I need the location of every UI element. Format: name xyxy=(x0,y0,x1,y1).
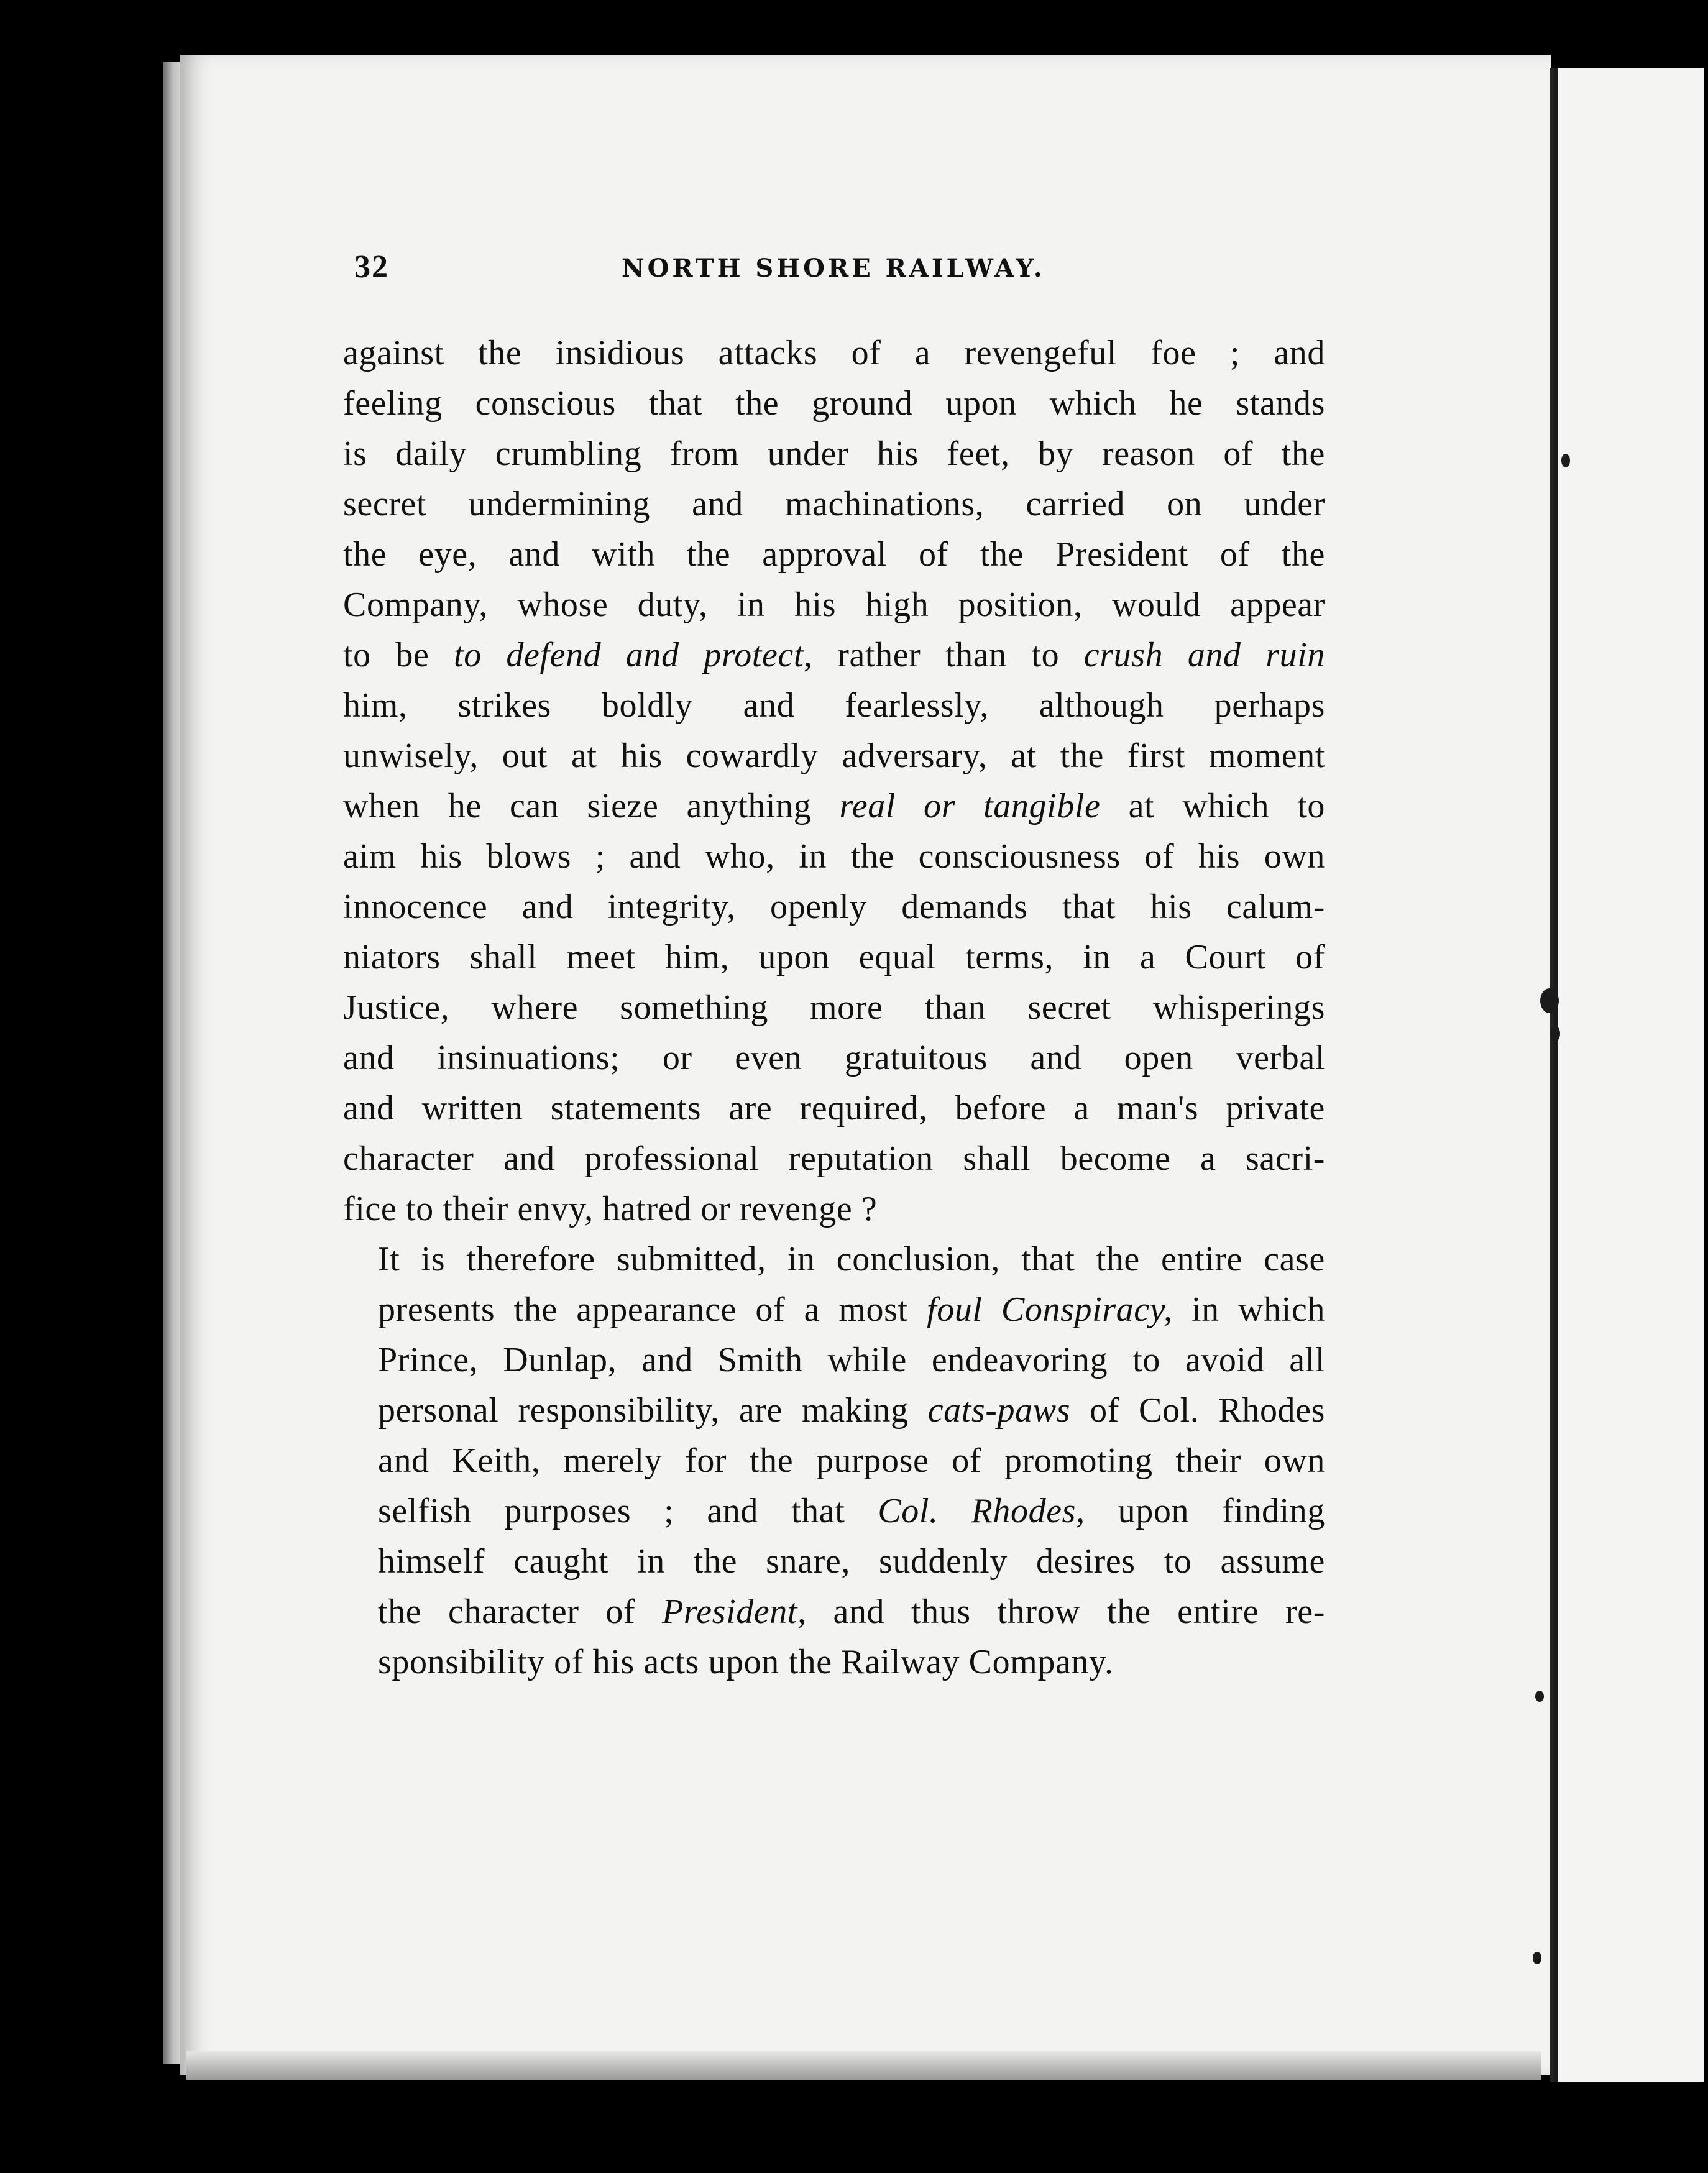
text-line xyxy=(343,429,1325,479)
line-text: feeling conscious that the ground upon which he stands xyxy=(343,384,1325,423)
line-text: aim his blows ; and who, in the consciousness of his own xyxy=(343,837,1325,876)
speck xyxy=(1550,1026,1560,1042)
text-line xyxy=(343,1335,1325,1385)
line-text: the character of xyxy=(378,1592,663,1631)
italic-text: crush and ruin xyxy=(1083,636,1326,674)
text-line xyxy=(343,832,1325,882)
line-text: character and professional reputation shall become a sacri- xyxy=(343,1139,1325,1178)
running-head-title: NORTH SHORE RAILWAY. xyxy=(622,254,1045,283)
text-line xyxy=(343,983,1325,1033)
line-text: and written statements are required, before a man's private xyxy=(343,1089,1325,1128)
text-line xyxy=(343,1083,1325,1134)
line-text: and thus throw the entire re- xyxy=(806,1592,1325,1631)
line-text: upon finding xyxy=(1085,1492,1325,1530)
line-text: at which to xyxy=(1100,787,1325,825)
paragraph xyxy=(343,328,1325,1234)
paragraph xyxy=(343,1234,1325,1688)
text-line xyxy=(343,681,1325,731)
line-text: the eye, and with the approval of the President of the xyxy=(343,535,1325,574)
running-head xyxy=(354,249,1324,292)
line-text: secret undermining and machinations, carried on under xyxy=(343,485,1325,523)
line-text: in which xyxy=(1172,1290,1325,1329)
text-line xyxy=(343,1184,1325,1234)
line-text: is daily crumbling from under his feet, by reason of the xyxy=(343,434,1325,473)
speck xyxy=(1540,988,1559,1013)
text-line xyxy=(343,479,1325,530)
text-line xyxy=(343,1486,1325,1537)
italic-text: foul Conspiracy, xyxy=(927,1290,1173,1329)
italic-text: cats-paws xyxy=(927,1391,1071,1430)
speck xyxy=(1535,1691,1544,1702)
text-line xyxy=(343,328,1325,379)
text-line xyxy=(343,1537,1325,1587)
text-line xyxy=(343,1285,1325,1335)
speck xyxy=(1561,454,1570,467)
line-text: to be xyxy=(343,636,454,674)
text-line xyxy=(343,1234,1325,1285)
speck xyxy=(1533,1952,1541,1964)
line-text: fice to their envy, hatred or revenge ? xyxy=(343,1190,878,1228)
line-text: unwisely, out at his cowardly adversary, at the first moment xyxy=(343,737,1325,775)
line-text: selfish purposes ; and that xyxy=(378,1492,878,1530)
line-text: when he can sieze anything xyxy=(343,787,840,825)
text-line xyxy=(343,379,1325,429)
line-text: himself caught in the snare, suddenly desires to assume xyxy=(378,1542,1325,1581)
line-text: Justice, where something more than secret whisperings xyxy=(343,988,1325,1027)
text-line xyxy=(343,580,1325,630)
line-text: rather than to xyxy=(812,636,1084,674)
italic-text: President, xyxy=(662,1592,807,1631)
text-line xyxy=(343,530,1325,580)
line-text: and insinuations; or even gratuitous and open verbal xyxy=(343,1039,1325,1077)
adjacent-page-strip xyxy=(1554,68,1704,2082)
text-line xyxy=(343,1033,1325,1083)
page-edge-bottom xyxy=(186,2051,1541,2080)
text-line xyxy=(343,1385,1325,1436)
text-line xyxy=(343,731,1325,781)
line-text: personal responsibility, are making xyxy=(378,1391,928,1430)
text-line xyxy=(343,1587,1325,1637)
text-line xyxy=(343,932,1325,983)
text-line xyxy=(343,1436,1325,1486)
text-line xyxy=(343,1637,1325,1688)
line-text: presents the appearance of a most xyxy=(378,1290,927,1329)
line-text: against the insidious attacks of a revengeful foe ; and xyxy=(343,334,1325,372)
line-text: Company, whose duty, in his high position, would appear xyxy=(343,586,1325,624)
line-text: Prince, Dunlap, and Smith while endeavoring to avoid all xyxy=(378,1341,1325,1379)
page-number: 32 xyxy=(354,249,389,285)
text-line xyxy=(343,781,1325,832)
line-text: It is therefore submitted, in conclusion, that the entire case xyxy=(378,1240,1325,1279)
italic-text: real or tangible xyxy=(839,787,1101,825)
line-text: niators shall meet him, upon equal terms, in a Court of xyxy=(343,938,1325,976)
text-line xyxy=(343,882,1325,932)
body-text xyxy=(343,328,1325,1688)
text-line xyxy=(343,1134,1325,1184)
italic-text: to defend and protect, xyxy=(454,636,813,674)
line-text: and Keith, merely for the purpose of promoting their own xyxy=(378,1441,1325,1480)
line-text: innocence and integrity, openly demands that his calum- xyxy=(343,888,1325,926)
line-text: him, strikes boldly and fearlessly, although perhaps xyxy=(343,686,1325,725)
text-line xyxy=(343,630,1325,681)
italic-text: Col. Rhodes, xyxy=(878,1492,1085,1530)
line-text: of Col. Rhodes xyxy=(1070,1391,1325,1430)
line-text: sponsibility of his acts upon the Railway Company. xyxy=(378,1643,1114,1681)
